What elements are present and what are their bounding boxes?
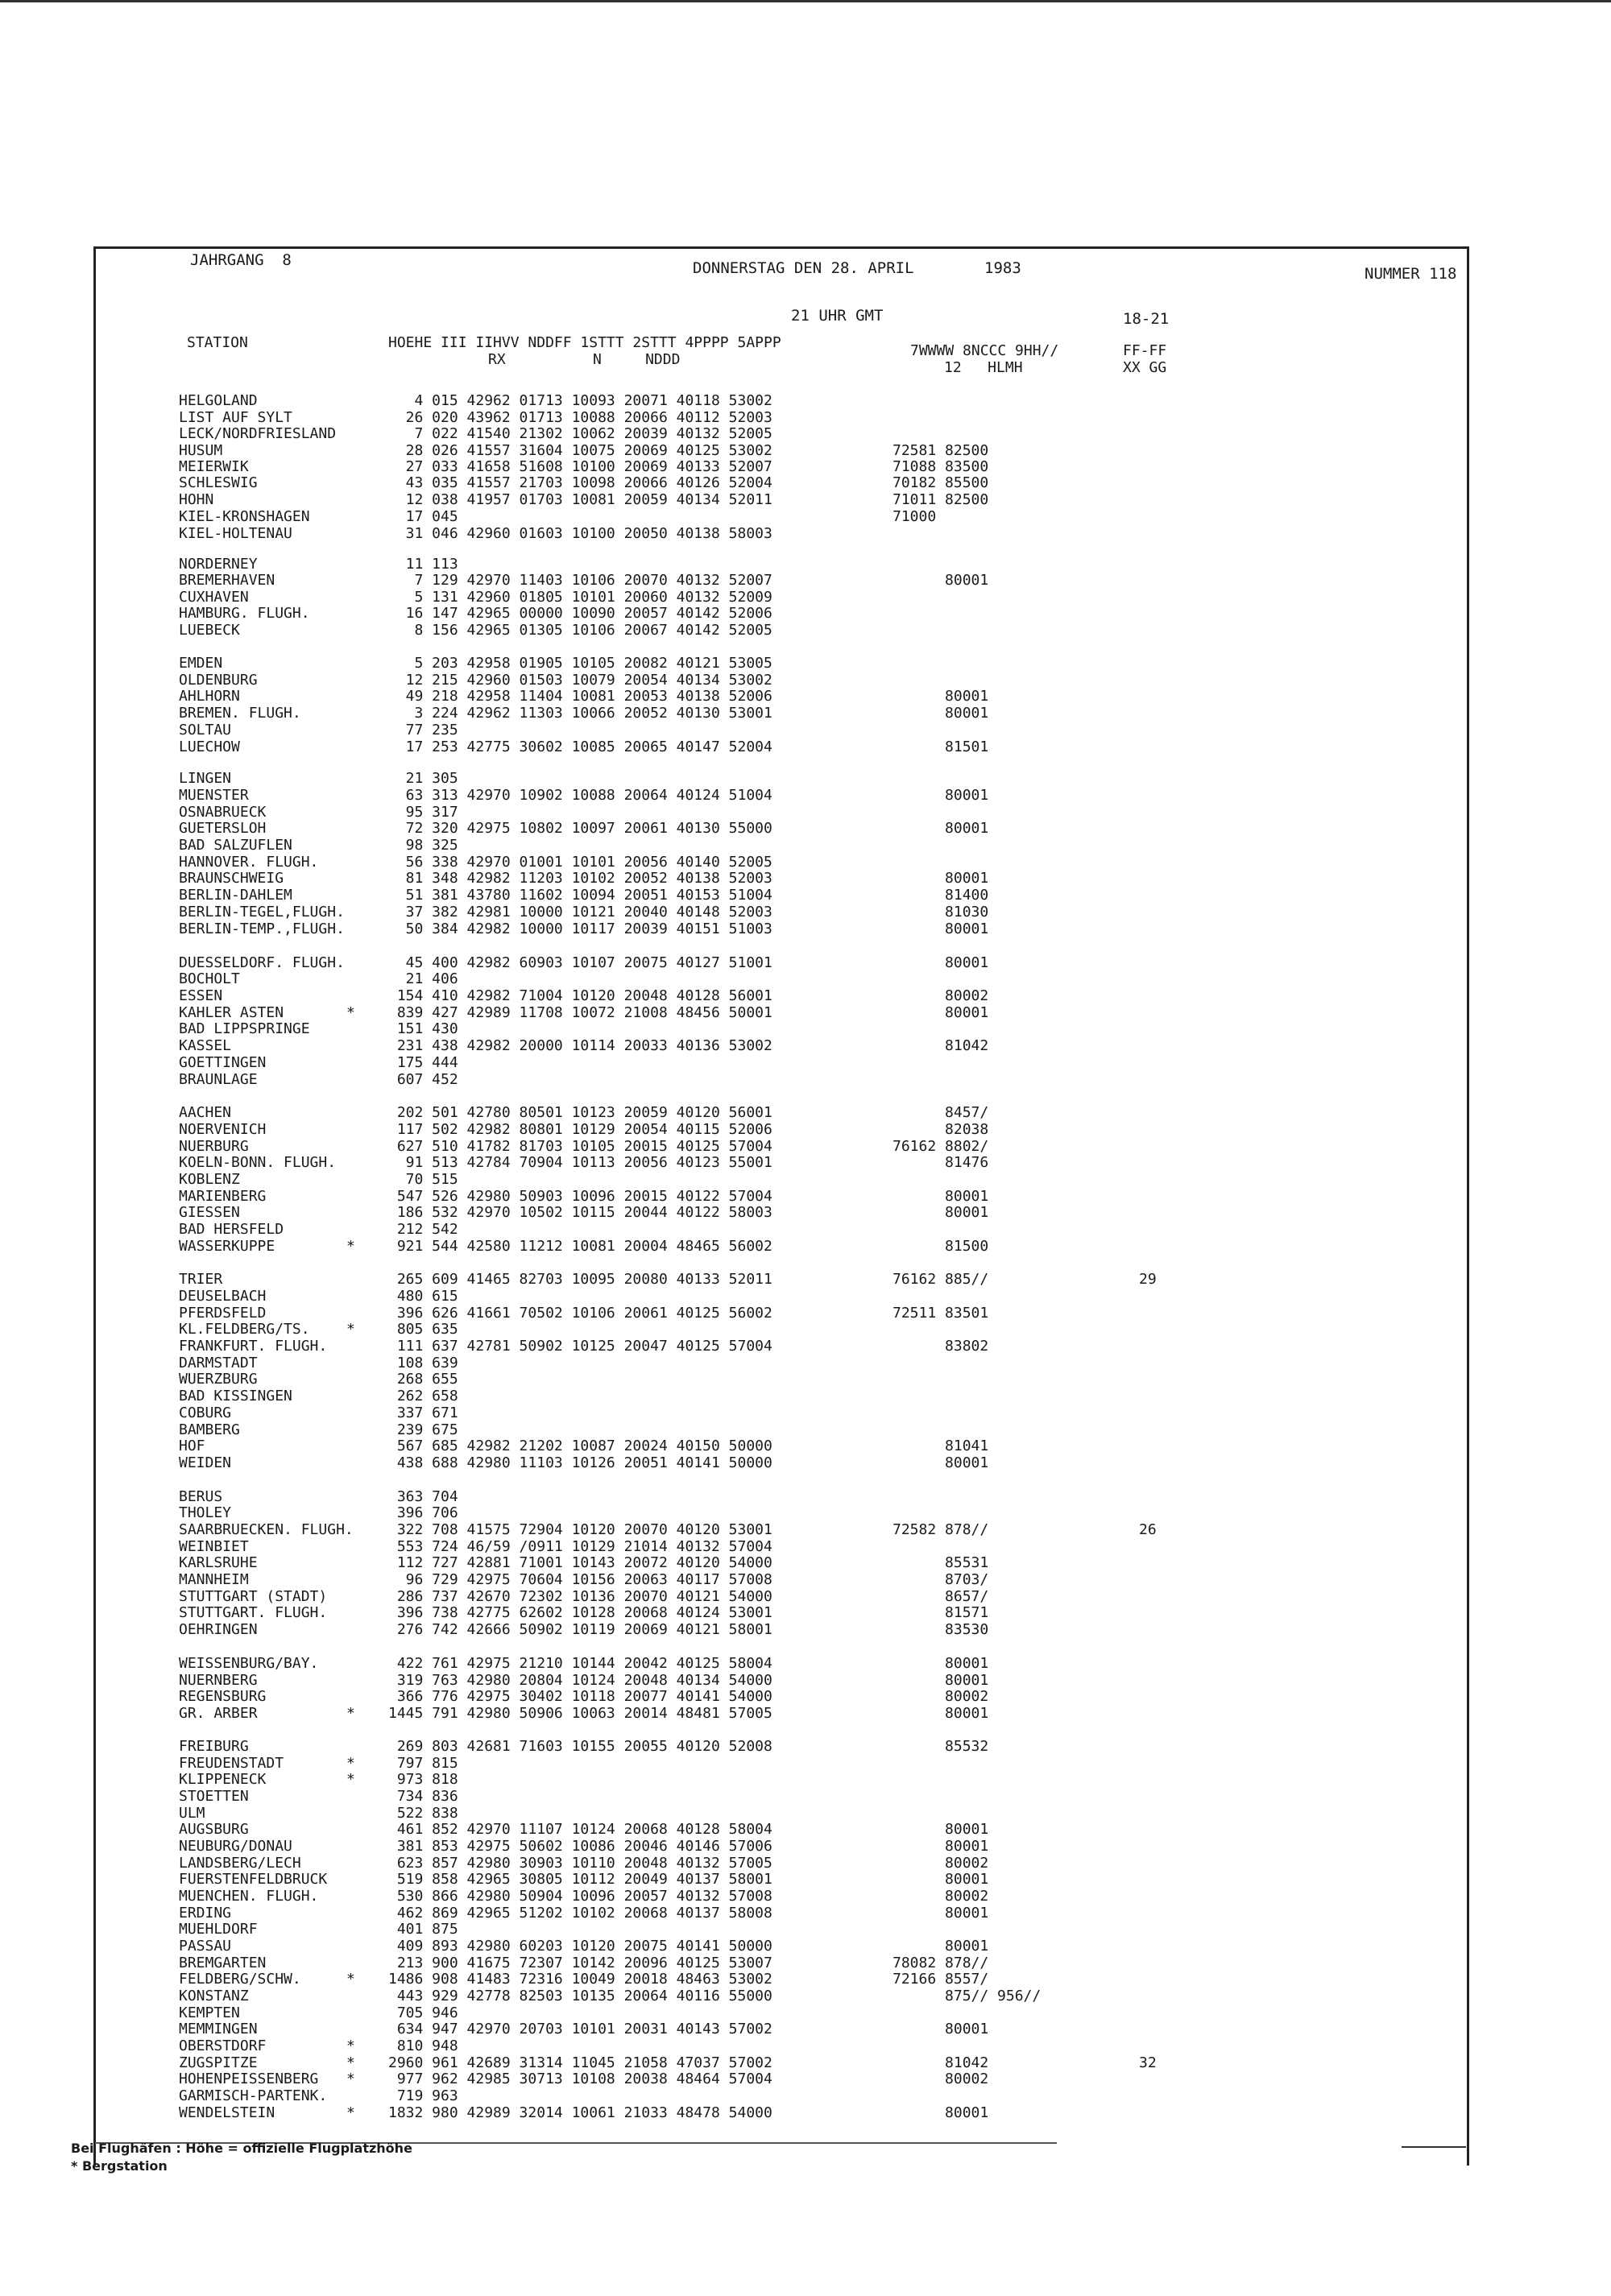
year-label: 1983: [984, 259, 1021, 277]
weather-codes: 81500: [892, 1238, 989, 1255]
station-values: 480 615: [388, 1288, 458, 1305]
mountain-marker: *: [346, 2037, 355, 2054]
station-values: 522 838: [388, 1805, 458, 1822]
station-values: 151 430: [388, 1020, 458, 1037]
station-name: LINGEN: [179, 770, 232, 787]
station-values: 366 776 42975 30402 10118 20077 40141 54000: [388, 1688, 772, 1705]
station-values: 3 224 42962 11303 10066 20052 40130 53001: [388, 705, 772, 722]
weather-codes: 83530: [892, 1621, 989, 1638]
station-name: LUEBECK: [179, 622, 240, 639]
weather-codes: 80001: [892, 705, 989, 722]
weather-codes: 85531: [892, 1554, 989, 1571]
gust-value: 29: [1139, 1271, 1157, 1288]
station-values: 70 515: [388, 1171, 458, 1188]
station-values: 26 020 43962 01713 10088 20066 40112 52003: [388, 409, 772, 426]
station-values: 213 900 41675 72307 10142 20096 40125 53007: [388, 1955, 772, 1971]
station-name: AACHEN: [179, 1104, 232, 1121]
station-name: CUXHAVEN: [179, 589, 249, 606]
station-name: ESSEN: [179, 987, 223, 1004]
weather-codes: 80001: [892, 1821, 989, 1838]
station-values: 461 852 42970 11107 10124 20068 40128 58004: [388, 1821, 772, 1838]
station-values: 45 400 42982 60903 10107 20075 40127 51001: [388, 954, 772, 971]
station-name: ERDING: [179, 1905, 232, 1922]
station-name: AUGSBURG: [179, 1821, 249, 1838]
station-name: LUECHOW: [179, 738, 240, 755]
station-name: DARMSTADT: [179, 1355, 258, 1371]
station-name: THOLEY: [179, 1504, 232, 1521]
weather-codes: 81030: [892, 904, 989, 920]
period-label: 18-21: [1123, 310, 1170, 328]
station-name: STUTTGART. FLUGH.: [179, 1604, 328, 1621]
station-name: BREMGARTEN: [179, 1955, 267, 1971]
weather-codes: 80001: [892, 820, 989, 837]
observation-time: 21 UHR GMT: [791, 307, 884, 325]
station-name: LECK/NORDFRIESLAND: [179, 425, 337, 442]
station-values: 1832 980 42989 32014 10061 21033 48478 54000: [388, 2104, 772, 2121]
station-values: 5 203 42958 01905 10105 20082 40121 53005: [388, 655, 772, 672]
weather-codes: 80001: [892, 1204, 989, 1221]
station-values: 977 962 42985 30713 10108 20038 48464 57004: [388, 2071, 772, 2087]
station-name: SCHLESWIG: [179, 474, 258, 491]
station-values: 31 046 42960 01603 10100 20050 40138 58003: [388, 525, 772, 542]
station-values: 7 129 42970 11403 10106 20070 40132 52007: [388, 572, 772, 589]
mountain-marker: *: [346, 2104, 355, 2121]
gust-value: 26: [1139, 1521, 1157, 1538]
station-values: 286 737 42670 72302 10136 20070 40121 54000: [388, 1588, 772, 1605]
station-name: HUSUM: [179, 442, 223, 459]
station-values: 553 724 46/59 /0911 10129 21014 40132 57004: [388, 1538, 772, 1555]
weather-codes: 80001: [892, 2104, 989, 2121]
gust-value: 32: [1139, 2054, 1157, 2071]
station-values: 8 156 42965 01305 10106 20067 40142 52005: [388, 622, 772, 639]
weather-codes: 81041: [892, 1438, 989, 1454]
weather-codes: 81476: [892, 1154, 989, 1171]
station-values: 607 452: [388, 1071, 458, 1088]
station-values: 231 438 42982 20000 10114 20033 40136 53002: [388, 1037, 772, 1054]
station-values: 396 626 41661 70502 10106 20061 40125 56002: [388, 1305, 772, 1322]
station-values: 202 501 42780 80501 10123 20059 40120 56001: [388, 1104, 772, 1121]
station-name: MEMMINGEN: [179, 2021, 258, 2037]
station-values: 268 655: [388, 1371, 458, 1388]
station-name: FREUDENSTADT: [179, 1755, 284, 1772]
footnote-mountain-station: * Bergstation: [71, 2158, 168, 2174]
weather-codes: 78082 878//: [892, 1955, 989, 1971]
weather-codes: 80002: [892, 1855, 989, 1872]
station-name: STOETTEN: [179, 1788, 249, 1805]
weather-codes: 82038: [892, 1121, 989, 1138]
station-name: KLIPPENECK: [179, 1771, 267, 1788]
station-values: 1486 908 41483 72316 10049 20018 48463 53002: [388, 1971, 772, 1988]
station-values: 262 658: [388, 1388, 458, 1404]
mountain-marker: *: [346, 1771, 355, 1788]
station-values: 27 033 41658 51608 10100 20069 40133 52007: [388, 458, 772, 475]
station-name: SAARBRUECKEN. FLUGH.: [179, 1521, 354, 1538]
date-label: DONNERSTAG DEN 28. APRIL: [693, 259, 914, 277]
station-name: STUTTGART (STADT): [179, 1588, 328, 1605]
station-values: 921 544 42580 11212 10081 20004 48465 56002: [388, 1238, 772, 1255]
mountain-marker: *: [346, 1238, 355, 1255]
station-name: MARIENBERG: [179, 1188, 267, 1205]
column-header-numeric-sub: RX N NDDD: [488, 351, 681, 368]
station-values: 839 427 42989 11708 10072 21008 48456 50001: [388, 1004, 772, 1021]
station-name: BERLIN-DAHLEM: [179, 887, 292, 904]
station-name: TRIER: [179, 1271, 223, 1288]
weather-codes: 80001: [892, 2021, 989, 2037]
station-name: ULM: [179, 1805, 205, 1822]
station-name: WEIDEN: [179, 1454, 232, 1471]
station-name: EMDEN: [179, 655, 223, 672]
station-values: 401 875: [388, 1921, 458, 1938]
weather-codes: 80001: [892, 1705, 989, 1722]
weather-codes: 8657/: [892, 1588, 989, 1605]
station-values: 81 348 42982 11203 10102 20052 40138 52003: [388, 870, 772, 887]
station-values: 973 818: [388, 1771, 458, 1788]
footnote-airports: Bei Flughäfen : Höhe = offizielle Flugplatzhöhe: [71, 2141, 412, 2156]
station-values: 530 866 42980 50904 10096 20057 40132 57008: [388, 1888, 772, 1905]
station-values: 111 637 42781 50902 10125 20047 40125 57004: [388, 1338, 772, 1355]
station-values: 21 305: [388, 770, 458, 787]
column-header-numeric: HOEHE III IIHVV NDDFF 1STTT 2STTT 4PPPP 5APPP: [388, 334, 781, 351]
station-name: FELDBERG/SCHW.: [179, 1971, 301, 1988]
station-name: SOLTAU: [179, 722, 232, 738]
station-name: HAMBURG. FLUGH.: [179, 605, 310, 622]
station-values: 2960 961 42689 31314 11045 21058 47037 57002: [388, 2054, 772, 2071]
weather-codes: 70182 85500: [892, 474, 989, 491]
station-values: 322 708 41575 72904 10120 20070 40120 53001: [388, 1521, 772, 1538]
station-name: PASSAU: [179, 1938, 232, 1955]
weather-codes: 81400: [892, 887, 989, 904]
station-name: KIEL-HOLTENAU: [179, 525, 292, 542]
station-name: KOBLENZ: [179, 1171, 240, 1188]
station-name: FREIBURG: [179, 1738, 249, 1755]
station-name: AHLHORN: [179, 688, 240, 705]
station-values: 623 857 42980 30903 10110 20048 40132 57005: [388, 1855, 772, 1872]
station-values: 5 131 42960 01805 10101 20060 40132 52009: [388, 589, 772, 606]
station-values: 810 948: [388, 2037, 458, 2054]
station-values: 547 526 42980 50903 10096 20015 40122 57004: [388, 1188, 772, 1205]
station-values: 21 406: [388, 970, 458, 987]
weather-codes: 8457/: [892, 1104, 989, 1121]
station-name: BERLIN-TEGEL,FLUGH.: [179, 904, 345, 920]
station-name: DUESSELDORF. FLUGH.: [179, 954, 345, 971]
weather-codes: 80001: [892, 1871, 989, 1888]
station-name: ZUGSPITZE: [179, 2054, 258, 2071]
station-name: FRANKFURT. FLUGH.: [179, 1338, 328, 1355]
column-header-station: STATION: [187, 334, 248, 351]
station-values: 422 761 42975 21210 10144 20042 40125 58004: [388, 1655, 772, 1672]
station-name: NUERNBERG: [179, 1672, 258, 1689]
station-values: 51 381 43780 11602 10094 20051 40153 51004: [388, 887, 772, 904]
station-values: 409 893 42980 60203 10120 20075 40141 50000: [388, 1938, 772, 1955]
station-values: 186 532 42970 10502 10115 20044 40122 58003: [388, 1204, 772, 1221]
station-values: 117 502 42982 80801 10129 20054 40115 52006: [388, 1121, 772, 1138]
station-values: 56 338 42970 01001 10101 20056 40140 52005: [388, 854, 772, 871]
weather-codes: 80001: [892, 572, 989, 589]
station-name: KEMPTEN: [179, 2004, 240, 2021]
station-name: HOHENPEISSENBERG: [179, 2071, 319, 2087]
station-name: REGENSBURG: [179, 1688, 267, 1705]
station-name: OBERSTDORF: [179, 2037, 267, 2054]
station-values: 154 410 42982 71004 10120 20048 40128 56001: [388, 987, 772, 1004]
station-values: 634 947 42970 20703 10101 20031 40143 57002: [388, 2021, 772, 2037]
station-values: 396 738 42775 62602 10128 20068 40124 53001: [388, 1604, 772, 1621]
station-values: 265 609 41465 82703 10095 20080 40133 52011: [388, 1271, 772, 1288]
jahrgang-label: JAHRGANG 8: [190, 251, 292, 269]
station-name: BRAUNSCHWEIG: [179, 870, 284, 887]
station-values: 239 675: [388, 1421, 458, 1438]
station-values: 1445 791 42980 50906 10063 20014 48481 57005: [388, 1705, 772, 1722]
station-name: HOHN: [179, 491, 214, 508]
station-name: WEINBIET: [179, 1538, 249, 1555]
weather-codes: 81042: [892, 1037, 989, 1054]
issue-number: NUMMER 118: [1365, 265, 1457, 283]
station-name: GOETTINGEN: [179, 1054, 267, 1071]
bottom-rule-right: [1402, 2146, 1466, 2148]
station-values: 627 510 41782 81703 10105 20015 40125 57004: [388, 1138, 772, 1155]
mountain-marker: *: [346, 1705, 355, 1722]
station-values: 11 113: [388, 556, 458, 573]
station-name: BREMERHAVEN: [179, 572, 275, 589]
station-name: BOCHOLT: [179, 970, 240, 987]
weather-codes: 8703/: [892, 1571, 989, 1588]
weather-codes: 80001: [892, 870, 989, 887]
weather-codes: 76162 8802/: [892, 1138, 989, 1155]
station-name: OLDENBURG: [179, 672, 258, 689]
station-name: BREMEN. FLUGH.: [179, 705, 301, 722]
station-values: 567 685 42982 21202 10087 20024 40150 50000: [388, 1438, 772, 1454]
station-values: 43 035 41557 21703 10098 20066 40126 52004: [388, 474, 772, 491]
station-name: BAD KISSINGEN: [179, 1388, 292, 1404]
weather-codes: 83802: [892, 1338, 989, 1355]
weather-codes: 72511 83501: [892, 1305, 989, 1322]
station-values: 443 929 42778 82503 10135 20064 40116 55000: [388, 1988, 772, 2004]
station-values: 319 763 42980 20804 10124 20048 40134 54000: [388, 1672, 772, 1689]
station-name: MUENCHEN. FLUGH.: [179, 1888, 319, 1905]
mountain-marker: *: [346, 1755, 355, 1772]
station-values: 175 444: [388, 1054, 458, 1071]
station-name: GR. ARBER: [179, 1705, 258, 1722]
station-name: KL.FELDBERG/TS.: [179, 1321, 310, 1338]
station-name: BAD LIPPSPRINGE: [179, 1020, 310, 1037]
station-name: GUETERSLOH: [179, 820, 267, 837]
station-values: 276 742 42666 50902 10119 20069 40121 58001: [388, 1621, 772, 1638]
weather-codes: 71000: [892, 508, 937, 525]
station-values: 28 026 41557 31604 10075 20069 40125 53002: [388, 442, 772, 459]
station-values: 72 320 42975 10802 10097 20061 40130 55000: [388, 820, 772, 837]
station-values: 95 317: [388, 804, 458, 821]
station-values: 462 869 42965 51202 10102 20068 40137 58008: [388, 1905, 772, 1922]
weather-codes: 80001: [892, 688, 989, 705]
station-values: 363 704: [388, 1488, 458, 1505]
station-name: WUERZBURG: [179, 1371, 258, 1388]
station-values: 805 635: [388, 1321, 458, 1338]
station-name: KOELN-BONN. FLUGH.: [179, 1154, 337, 1171]
station-values: 12 215 42960 01503 10079 20054 40134 53002: [388, 672, 772, 689]
mountain-marker: *: [346, 1321, 355, 1338]
station-name: BERUS: [179, 1488, 223, 1505]
station-values: 77 235: [388, 722, 458, 738]
station-name: GIESSEN: [179, 1204, 240, 1221]
station-values: 269 803 42681 71603 10155 20055 40120 52008: [388, 1738, 772, 1755]
weather-codes: 80001: [892, 1454, 989, 1471]
station-values: 49 218 42958 11404 10081 20053 40138 52006: [388, 688, 772, 705]
mountain-marker: *: [346, 2054, 355, 2071]
station-name: WEISSENBURG/BAY.: [179, 1655, 319, 1672]
station-name: KARLSRUHE: [179, 1554, 258, 1571]
mountain-marker: *: [346, 1971, 355, 1988]
column-header-gust-sub: XX GG: [1123, 359, 1167, 376]
station-values: 37 382 42981 10000 10121 20040 40148 52003: [388, 904, 772, 920]
weather-codes: 80001: [892, 1838, 989, 1855]
station-values: 108 639: [388, 1355, 458, 1371]
station-name: KIEL-KRONSHAGEN: [179, 508, 310, 525]
station-name: PFERDSFELD: [179, 1305, 267, 1322]
weather-codes: 80002: [892, 1688, 989, 1705]
station-name: LANDSBERG/LECH: [179, 1855, 301, 1872]
weather-codes: 875// 956//: [892, 1988, 1042, 2004]
weather-codes: 80002: [892, 1888, 989, 1905]
station-values: 797 815: [388, 1755, 458, 1772]
station-name: NUERBURG: [179, 1138, 249, 1155]
station-values: 12 038 41957 01703 10081 20059 40134 52011: [388, 491, 772, 508]
station-name: KAHLER ASTEN: [179, 1004, 284, 1021]
weather-codes: 80001: [892, 1188, 989, 1205]
station-name: NEUBURG/DONAU: [179, 1838, 292, 1855]
mountain-marker: *: [346, 1004, 355, 1021]
station-values: 396 706: [388, 1504, 458, 1521]
weather-codes: 72581 82500: [892, 442, 989, 459]
station-values: 438 688 42980 11103 10126 20051 40141 50000: [388, 1454, 772, 1471]
station-name: BAMBERG: [179, 1421, 240, 1438]
station-name: WASSERKUPPE: [179, 1238, 275, 1255]
station-values: 17 045: [388, 508, 458, 525]
station-values: 16 147 42965 00000 10090 20057 40142 52006: [388, 605, 772, 622]
station-values: 4 015 42962 01713 10093 20071 40118 53002: [388, 392, 772, 409]
weather-codes: 80001: [892, 954, 989, 971]
station-values: 7 022 41540 21302 10062 20039 40132 52005: [388, 425, 772, 442]
weather-codes: 81042: [892, 2054, 989, 2071]
weather-codes: 80001: [892, 920, 989, 937]
weather-codes: 72582 878//: [892, 1521, 989, 1538]
station-name: NOERVENICH: [179, 1121, 267, 1138]
station-name: HANNOVER. FLUGH.: [179, 854, 319, 871]
weather-codes: 80001: [892, 1672, 989, 1689]
station-name: DEUSELBACH: [179, 1288, 267, 1305]
station-name: BAD HERSFELD: [179, 1221, 284, 1238]
station-values: 519 858 42965 30805 10112 20049 40137 58001: [388, 1871, 772, 1888]
weather-codes: 72166 8557/: [892, 1971, 989, 1988]
station-name: COBURG: [179, 1404, 232, 1421]
weather-codes: 80001: [892, 1938, 989, 1955]
station-name: LIST AUF SYLT: [179, 409, 292, 426]
column-header-weather: 7WWWW 8NCCC 9HH//: [910, 342, 1059, 359]
station-values: 705 946: [388, 2004, 458, 2021]
column-header-weather-sub: 12 HLMH: [944, 359, 1023, 376]
station-name: NORDERNEY: [179, 556, 258, 573]
station-values: 719 963: [388, 2087, 458, 2104]
station-name: KONSTANZ: [179, 1988, 249, 2004]
station-name: KASSEL: [179, 1037, 232, 1054]
station-name: GARMISCH-PARTENK.: [179, 2087, 328, 2104]
station-name: OSNABRUECK: [179, 804, 267, 821]
station-name: BERLIN-TEMP.,FLUGH.: [179, 920, 345, 937]
station-values: 337 671: [388, 1404, 458, 1421]
station-name: MANNHEIM: [179, 1571, 249, 1588]
station-values: 734 836: [388, 1788, 458, 1805]
station-name: FUERSTENFELDBRUCK: [179, 1871, 328, 1888]
station-name: MUENSTER: [179, 787, 249, 804]
station-name: WENDELSTEIN: [179, 2104, 275, 2121]
weather-codes: 81571: [892, 1604, 989, 1621]
weather-codes: 80002: [892, 2071, 989, 2087]
weather-codes: 76162 885//: [892, 1271, 989, 1288]
mountain-marker: *: [346, 2071, 355, 2087]
weather-codes: 71011 82500: [892, 491, 989, 508]
station-values: 98 325: [388, 837, 458, 854]
station-values: 63 313 42970 10902 10088 20064 40124 51004: [388, 787, 772, 804]
station-name: HOF: [179, 1438, 205, 1454]
station-values: 112 727 42881 71001 10143 20072 40120 54000: [388, 1554, 772, 1571]
station-name: BRAUNLAGE: [179, 1071, 258, 1088]
weather-codes: 85532: [892, 1738, 989, 1755]
station-values: 212 542: [388, 1221, 458, 1238]
station-name: MEIERWIK: [179, 458, 249, 475]
weather-codes: 80001: [892, 1655, 989, 1672]
weather-codes: 80002: [892, 987, 989, 1004]
station-name: BAD SALZUFLEN: [179, 837, 292, 854]
column-header-gust: FF-FF: [1123, 342, 1167, 359]
station-values: 50 384 42982 10000 10117 20039 40151 51003: [388, 920, 772, 937]
station-values: 17 253 42775 30602 10085 20065 40147 52004: [388, 738, 772, 755]
weather-codes: 81501: [892, 738, 989, 755]
weather-codes: 71088 83500: [892, 458, 989, 475]
station-values: 96 729 42975 70604 10156 20063 40117 57008: [388, 1571, 772, 1588]
station-values: 91 513 42784 70904 10113 20056 40123 55001: [388, 1154, 772, 1171]
station-name: HELGOLAND: [179, 392, 258, 409]
weather-codes: 80001: [892, 787, 989, 804]
station-name: OEHRINGEN: [179, 1621, 258, 1638]
station-name: MUEHLDORF: [179, 1921, 258, 1938]
station-values: 381 853 42975 50602 10086 20046 40146 57006: [388, 1838, 772, 1855]
weather-codes: 80001: [892, 1905, 989, 1922]
weather-codes: 80001: [892, 1004, 989, 1021]
